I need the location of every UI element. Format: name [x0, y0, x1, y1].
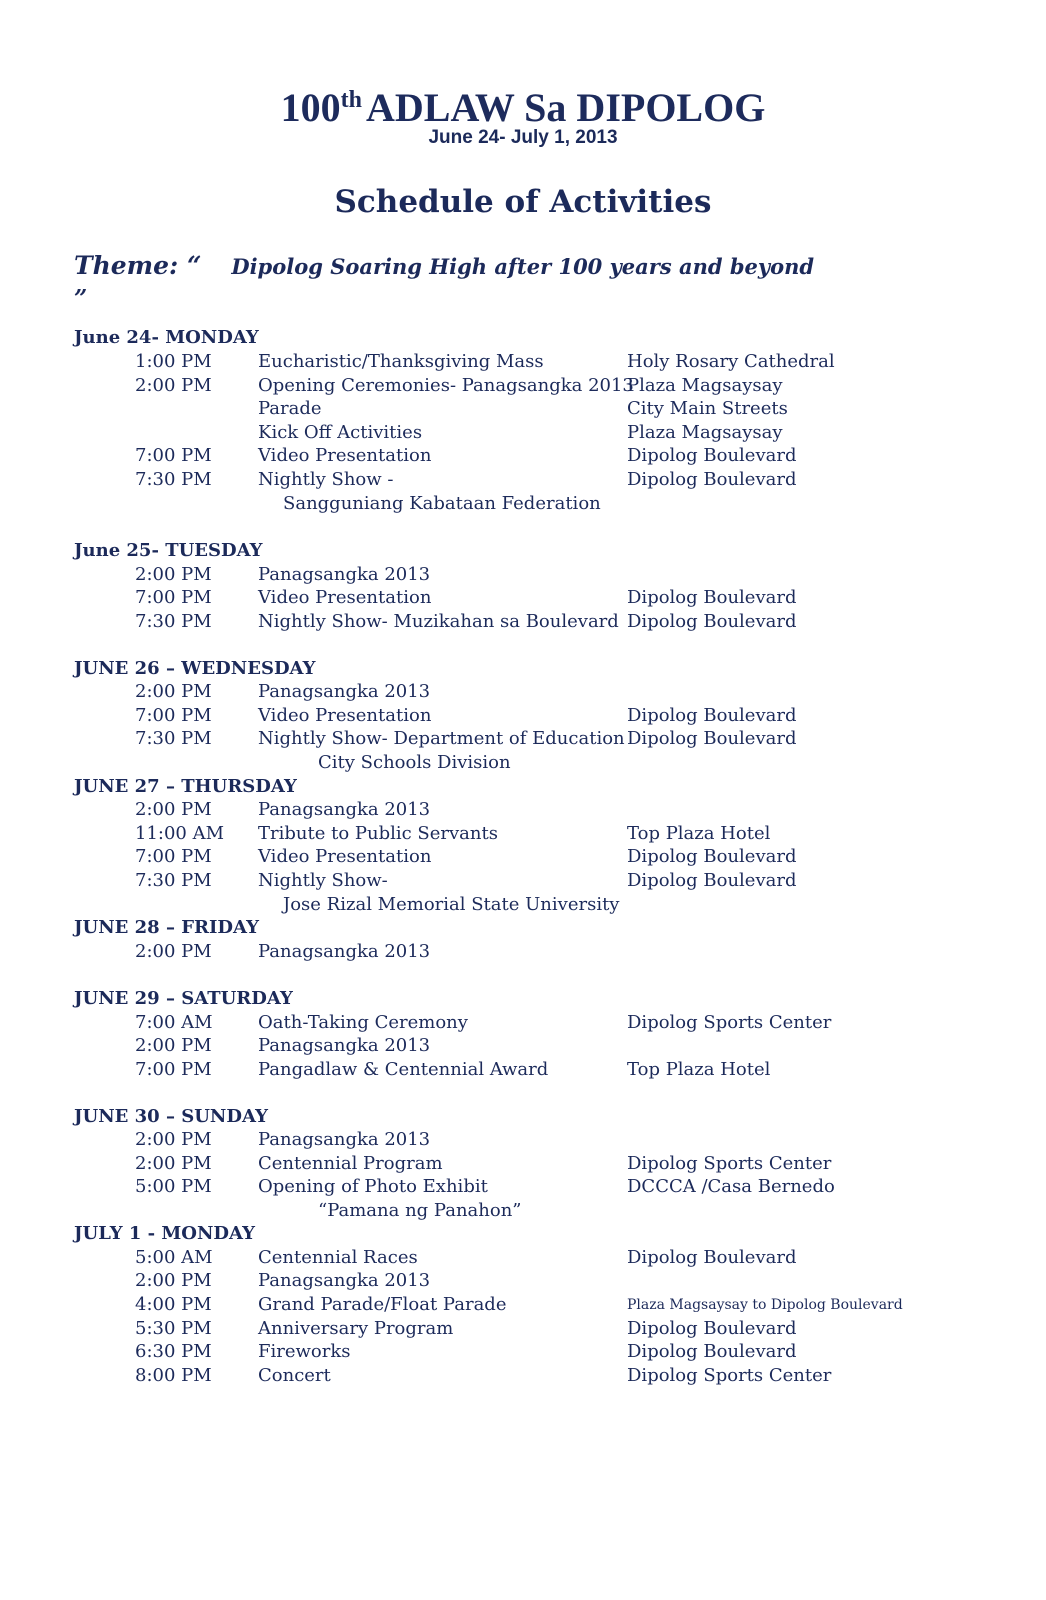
day-heading: [0, 987, 1046, 1011]
schedule-row: [0, 492, 1046, 516]
schedule-row: [0, 704, 1046, 728]
event-time: 5:00 PM: [135, 1176, 212, 1197]
event-activity: Video Presentation: [258, 705, 432, 726]
day-heading: [0, 775, 1046, 799]
event-time: 2:00 PM: [135, 1129, 212, 1150]
day-heading: [0, 539, 1046, 563]
day-label: June 25- TUESDAY: [74, 540, 263, 561]
event-activity: Centennial Program: [258, 1153, 443, 1174]
event-activity: Oath-Taking Ceremony: [258, 1012, 468, 1033]
event-time: 2:00 PM: [135, 1153, 212, 1174]
event-time: 7:30 PM: [135, 728, 212, 749]
event-activity-continued: Jose Rizal Memorial State University: [283, 894, 620, 915]
event-activity-continued: Sangguniang Kabataan Federation: [283, 493, 601, 514]
day-label: JUNE 27 – THURSDAY: [74, 776, 297, 797]
schedule-row: [0, 1034, 1046, 1058]
event-time: 7:00 PM: [135, 846, 212, 867]
event-activity: Panagsangka 2013: [258, 1129, 431, 1150]
schedule-row: [0, 1269, 1046, 1293]
event-venue: Plaza Magsaysay to Dipolog Boulevard: [627, 1297, 903, 1313]
event-venue: Dipolog Boulevard: [627, 1247, 797, 1268]
event-venue: Dipolog Boulevard: [627, 1341, 797, 1362]
schedule-row: [0, 1175, 1046, 1199]
schedule-row: [0, 680, 1046, 704]
event-time: 11:00 AM: [135, 823, 225, 844]
event-time: 4:00 PM: [135, 1294, 212, 1315]
event-venue: Dipolog Boulevard: [627, 611, 797, 632]
event-activity: Nightly Show- Muzikahan sa Boulevard: [258, 611, 619, 632]
schedule-row: [0, 1152, 1046, 1176]
day-heading: [0, 1105, 1046, 1129]
event-time: 7:00 PM: [135, 1059, 212, 1080]
event-time: 2:00 PM: [135, 564, 212, 585]
schedule-row: [0, 1364, 1046, 1388]
event-activity-continued: “Pamana ng Panahon”: [318, 1200, 522, 1221]
event-activity: Tribute to Public Servants: [258, 823, 498, 844]
title-rest: ADLAW Sa DIPOLOG: [366, 85, 766, 130]
event-time: 7:00 PM: [135, 587, 212, 608]
event-time: 5:00 AM: [135, 1247, 213, 1268]
theme-label: Theme: “: [74, 251, 202, 280]
event-dates: June 24- July 1, 2013: [428, 127, 618, 148]
event-activity: Panagsangka 2013: [258, 1035, 431, 1056]
event-venue: Dipolog Boulevard: [627, 705, 797, 726]
event-venue: Dipolog Boulevard: [627, 587, 797, 608]
event-venue: Dipolog Boulevard: [627, 870, 797, 891]
schedule-row: [0, 1293, 1046, 1317]
schedule-row: [0, 893, 1046, 917]
event-venue: Top Plaza Hotel: [627, 1059, 771, 1080]
day-heading: [0, 326, 1046, 350]
day-label: JUNE 28 – FRIDAY: [74, 917, 259, 938]
event-activity: Concert: [258, 1365, 331, 1386]
event-time: 2:00 PM: [135, 681, 212, 702]
event-time: 6:30 PM: [135, 1341, 212, 1362]
event-venue: Top Plaza Hotel: [627, 823, 771, 844]
event-time: 7:00 AM: [135, 1012, 213, 1033]
event-activity: Panagsangka 2013: [258, 564, 431, 585]
schedule-row: [0, 869, 1046, 893]
event-activity: Panagsangka 2013: [258, 941, 431, 962]
day-heading: [0, 657, 1046, 681]
day-label: JUNE 26 – WEDNESDAY: [74, 658, 316, 679]
event-activity: Opening Ceremonies- Panagsangka 2013: [258, 375, 634, 396]
event-venue: Dipolog Boulevard: [627, 469, 797, 490]
event-venue: Dipolog Boulevard: [627, 445, 797, 466]
schedule-row: [0, 444, 1046, 468]
event-time: 8:00 PM: [135, 1365, 212, 1386]
event-activity: Nightly Show- Department of Education: [258, 728, 625, 749]
title-ordinal: th: [340, 87, 362, 113]
day-heading: [0, 916, 1046, 940]
schedule-row: [0, 350, 1046, 374]
event-venue: City Main Streets: [627, 398, 788, 419]
event-time: 2:00 PM: [135, 1270, 212, 1291]
schedule-row: [0, 1317, 1046, 1341]
event-time: 7:30 PM: [135, 870, 212, 891]
schedule-row: [0, 845, 1046, 869]
event-time: 2:00 PM: [135, 799, 212, 820]
schedule-row: [0, 610, 1046, 634]
event-activity: Kick Off Activities: [258, 422, 423, 443]
event-activity: Opening of Photo Exhibit: [258, 1176, 488, 1197]
schedule-row: [0, 1128, 1046, 1152]
event-activity: Grand Parade/Float Parade: [258, 1294, 507, 1315]
event-time: 7:00 PM: [135, 705, 212, 726]
schedule-row: [0, 468, 1046, 492]
schedule-row: [0, 727, 1046, 751]
event-venue: Dipolog Sports Center: [627, 1012, 832, 1033]
event-time: 7:00 PM: [135, 445, 212, 466]
day-label: June 24- MONDAY: [74, 327, 259, 348]
event-activity: Anniversary Program: [258, 1318, 454, 1339]
event-venue: Plaza Magsaysay: [627, 422, 783, 443]
event-activity: Video Presentation: [258, 445, 432, 466]
schedule-heading: Schedule of Activities: [334, 184, 712, 220]
event-time: 7:30 PM: [135, 611, 212, 632]
event-activity-continued: City Schools Division: [318, 752, 511, 773]
schedule-row: [0, 751, 1046, 775]
event-venue: Dipolog Sports Center: [627, 1365, 832, 1386]
event-time: 7:30 PM: [135, 469, 212, 490]
event-activity: Panagsangka 2013: [258, 681, 431, 702]
event-activity: Centennial Races: [258, 1247, 418, 1268]
event-time: 5:30 PM: [135, 1318, 212, 1339]
event-activity: Nightly Show -: [258, 469, 394, 490]
event-activity: Pangadlaw & Centennial Award: [258, 1059, 549, 1080]
schedule-row: [0, 822, 1046, 846]
day-label: JUNE 30 – SUNDAY: [74, 1106, 268, 1127]
event-activity: Fireworks: [258, 1341, 351, 1362]
schedule-row: [0, 374, 1046, 398]
event-time: 2:00 PM: [135, 1035, 212, 1056]
title-number: 100: [280, 85, 341, 130]
event-activity: Panagsangka 2013: [258, 1270, 431, 1291]
event-venue: Dipolog Sports Center: [627, 1153, 832, 1174]
event-activity: Video Presentation: [258, 587, 432, 608]
schedule-row: [0, 1340, 1046, 1364]
schedule-row: [0, 1058, 1046, 1082]
schedule-row: [0, 586, 1046, 610]
event-venue: Plaza Magsaysay: [627, 375, 783, 396]
day-label: JUNE 29 – SATURDAY: [74, 988, 293, 1009]
event-venue: Holy Rosary Cathedral: [627, 351, 835, 372]
event-activity: Parade: [258, 398, 322, 419]
event-time: 1:00 PM: [135, 351, 212, 372]
schedule-row: [0, 798, 1046, 822]
schedule-row: [0, 1199, 1046, 1223]
event-activity: Eucharistic/Thanksgiving Mass: [258, 351, 544, 372]
event-activity: Panagsangka 2013: [258, 799, 431, 820]
event-venue: Dipolog Boulevard: [627, 728, 797, 749]
event-venue: Dipolog Boulevard: [627, 1318, 797, 1339]
theme-close-quote: ”: [74, 285, 88, 312]
theme-text: Dipolog Soaring High after 100 years and beyond: [231, 254, 815, 279]
day-label: JULY 1 - MONDAY: [74, 1223, 255, 1244]
schedule-row: [0, 397, 1046, 421]
schedule-row: [0, 1246, 1046, 1270]
event-time: 2:00 PM: [135, 941, 212, 962]
event-activity: Video Presentation: [258, 846, 432, 867]
schedule-row: [0, 940, 1046, 964]
schedule-row: [0, 563, 1046, 587]
event-time: 2:00 PM: [135, 375, 212, 396]
event-activity: Nightly Show-: [258, 870, 388, 891]
schedule-row: [0, 421, 1046, 445]
event-venue: Dipolog Boulevard: [627, 846, 797, 867]
event-venue: DCCCA /Casa Bernedo: [627, 1176, 835, 1197]
day-heading: [0, 1222, 1046, 1246]
schedule-row: [0, 1011, 1046, 1035]
